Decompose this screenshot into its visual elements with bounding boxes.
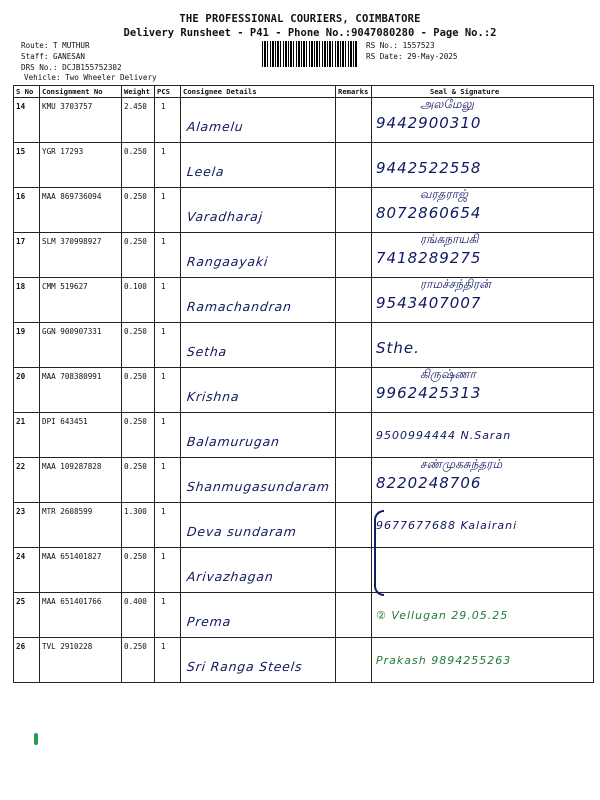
cell-signature [372, 278, 594, 323]
cell-consignee [181, 503, 336, 548]
cell-signature [372, 143, 594, 188]
signature-phone: 9500994444 N.Saran [376, 429, 512, 442]
cell-pcs: 1 [155, 503, 181, 548]
cell-consignee [181, 368, 336, 413]
cell-remarks [336, 98, 372, 143]
cell-consignee [181, 98, 336, 143]
cell-signature [372, 233, 594, 278]
signature-phone: ② Vellugan 29.05.25 [376, 609, 509, 622]
signature-phone: Prakash 9894255263 [376, 654, 512, 667]
drs-number: DRS No.: DCJB155752302 [21, 63, 122, 72]
cell-pcs: 1 [155, 143, 181, 188]
cell-consignee [181, 323, 336, 368]
signature-script: அலமேலு [420, 97, 474, 111]
consignee-name: Arivazhagan [186, 569, 275, 584]
cell-weight: 0.250 [122, 233, 155, 278]
cell-consignee [181, 638, 336, 683]
table-row [14, 368, 594, 413]
cell-consignee [181, 413, 336, 458]
consignee-name: Ramachandran [186, 299, 293, 314]
table-row [14, 503, 594, 548]
cell-consignee [181, 233, 336, 278]
cell-signature [372, 323, 594, 368]
cell-signature [372, 638, 594, 683]
cell-consignment-no: MAA 109287828 [40, 458, 122, 503]
consignee-name: Shanmugasundaram [186, 479, 331, 494]
cell-sno: 14 [14, 98, 40, 143]
cell-consignment-no: MAA 869736094 [40, 188, 122, 233]
cell-pcs: 1 [155, 368, 181, 413]
cell-sno: 26 [14, 638, 40, 683]
signature-phone: 9442900310 [376, 114, 482, 132]
table-row [14, 323, 594, 368]
table-row [14, 143, 594, 188]
cell-pcs: 1 [155, 188, 181, 233]
cell-weight: 0.250 [122, 323, 155, 368]
cell-weight: 0.250 [122, 548, 155, 593]
route-label: Route: T MUTHUR [21, 41, 90, 50]
cell-pcs: 1 [155, 593, 181, 638]
cell-consignment-no: TVL 2910228 [40, 638, 122, 683]
signature-phone: 7418289275 [376, 249, 482, 267]
cell-consignee [181, 458, 336, 503]
table-row [14, 458, 594, 503]
consignee-name: Alamelu [186, 119, 245, 134]
signature-script: கிருஷ்ணா [420, 367, 476, 381]
consignee-name: Rangaayaki [186, 254, 270, 269]
cell-consignment-no: KMU 3703757 [40, 98, 122, 143]
cell-signature [372, 188, 594, 233]
cell-weight: 0.250 [122, 638, 155, 683]
consignee-name: Varadharaj [186, 209, 264, 224]
cell-sno: 20 [14, 368, 40, 413]
cell-pcs: 1 [155, 278, 181, 323]
cell-consignment-no: DPI 643451 [40, 413, 122, 458]
barcode-image [262, 41, 358, 67]
signature-phone: 9677677688 Kalairani [376, 519, 518, 532]
cell-remarks [336, 233, 372, 278]
cell-weight: 2.450 [122, 98, 155, 143]
cell-signature [372, 548, 594, 593]
cell-sno: 23 [14, 503, 40, 548]
consignee-name: Leela [186, 164, 226, 179]
table-row [14, 548, 594, 593]
cell-pcs: 1 [155, 638, 181, 683]
cell-consignment-no: SLM 370998927 [40, 233, 122, 278]
cell-consignment-no: MAA 651401827 [40, 548, 122, 593]
cell-remarks [336, 593, 372, 638]
cell-consignee [181, 188, 336, 233]
cell-signature [372, 503, 594, 548]
runsheet-title: Delivery Runsheet - P41 - Phone No.:9047080280 - Page No.:2 [123, 27, 497, 39]
staff-label: Staff: GANESAN [21, 52, 86, 61]
cell-sno: 25 [14, 593, 40, 638]
header-seal-signature: Seal & Signature [372, 86, 594, 98]
signature-phone: 9543407007 [376, 294, 482, 312]
cell-consignment-no: YGR 17293 [40, 143, 122, 188]
cell-consignment-no: CMM 519627 [40, 278, 122, 323]
cell-pcs: 1 [155, 98, 181, 143]
rs-date: RS Date: 29-May-2025 [366, 52, 458, 61]
header-consignee: Consignee Details [181, 86, 336, 98]
cell-signature [372, 458, 594, 503]
cell-pcs: 1 [155, 233, 181, 278]
cell-pcs: 1 [155, 413, 181, 458]
cell-weight: 0.100 [122, 278, 155, 323]
handwritten-brace [374, 510, 384, 596]
cell-weight: 0.400 [122, 593, 155, 638]
header-remarks: Remarks [336, 86, 372, 98]
cell-consignee [181, 143, 336, 188]
cell-weight: 1.300 [122, 503, 155, 548]
cell-pcs: 1 [155, 323, 181, 368]
cell-sno: 16 [14, 188, 40, 233]
consignee-name: Balamurugan [186, 434, 281, 449]
cell-remarks [336, 143, 372, 188]
signature-phone: 9962425313 [376, 384, 482, 402]
cell-consignment-no: MAA 651401766 [40, 593, 122, 638]
cell-weight: 0.250 [122, 413, 155, 458]
cell-sno: 19 [14, 323, 40, 368]
table-row [14, 233, 594, 278]
table-row [14, 278, 594, 323]
table-row [14, 188, 594, 233]
cell-remarks [336, 503, 372, 548]
cell-remarks [336, 548, 372, 593]
header-weight: Weight [122, 86, 155, 98]
header-pcs: PCS [155, 86, 181, 98]
cell-remarks [336, 188, 372, 233]
cell-remarks [336, 638, 372, 683]
cell-weight: 0.250 [122, 188, 155, 233]
cell-remarks [336, 458, 372, 503]
table-row [14, 638, 594, 683]
signature-script: ராமச்சந்திரன் [420, 277, 491, 291]
consignee-name: Prema [186, 614, 233, 629]
cell-sno: 17 [14, 233, 40, 278]
signature-phone: 8220248706 [376, 474, 482, 492]
signature-phone: 8072860654 [376, 204, 482, 222]
cell-signature [372, 368, 594, 413]
cell-sno: 18 [14, 278, 40, 323]
table-header-row [14, 86, 594, 98]
runsheet-table [13, 85, 594, 683]
cell-signature [372, 413, 594, 458]
cell-sno: 15 [14, 143, 40, 188]
cell-sno: 22 [14, 458, 40, 503]
signature-script: ரங்கநாயகி [420, 232, 479, 246]
cell-consignment-no: GGN 900907331 [40, 323, 122, 368]
signature-phone: Sthe. [376, 339, 420, 357]
cell-signature [372, 98, 594, 143]
table-row [14, 98, 594, 143]
cell-pcs: 1 [155, 548, 181, 593]
cell-consignment-no: MTR 2608599 [40, 503, 122, 548]
company-title: THE PROFESSIONAL COURIERS, COIMBATORE [179, 13, 421, 25]
cell-weight: 0.250 [122, 458, 155, 503]
vehicle-label: Vehicle: Two Wheeler Delivery [24, 73, 157, 82]
signature-script: சண்முகசுந்தரம் [420, 457, 503, 471]
consignee-name: Krishna [186, 389, 241, 404]
consignee-name: Deva sundaram [186, 524, 298, 539]
table-row [14, 593, 594, 638]
cell-sno: 21 [14, 413, 40, 458]
rs-number: RS No.: 1557523 [366, 41, 435, 50]
signature-script: வரதராஜ் [420, 187, 468, 201]
table-row [14, 413, 594, 458]
cell-remarks [336, 323, 372, 368]
cell-remarks [336, 368, 372, 413]
cell-weight: 0.250 [122, 143, 155, 188]
cell-consignee [181, 548, 336, 593]
ink-mark [34, 733, 38, 745]
cell-remarks [336, 278, 372, 323]
header-sno: S No [14, 86, 40, 98]
cell-pcs: 1 [155, 458, 181, 503]
cell-remarks [336, 413, 372, 458]
header-consignment: Consignment No [40, 86, 122, 98]
cell-sno: 24 [14, 548, 40, 593]
cell-weight: 0.250 [122, 368, 155, 413]
consignee-name: Sri Ranga Steels [186, 659, 304, 674]
cell-consignment-no: MAA 708380991 [40, 368, 122, 413]
signature-phone: 9442522558 [376, 159, 482, 177]
cell-signature [372, 593, 594, 638]
consignee-name: Setha [186, 344, 228, 359]
cell-consignee [181, 593, 336, 638]
cell-consignee [181, 278, 336, 323]
